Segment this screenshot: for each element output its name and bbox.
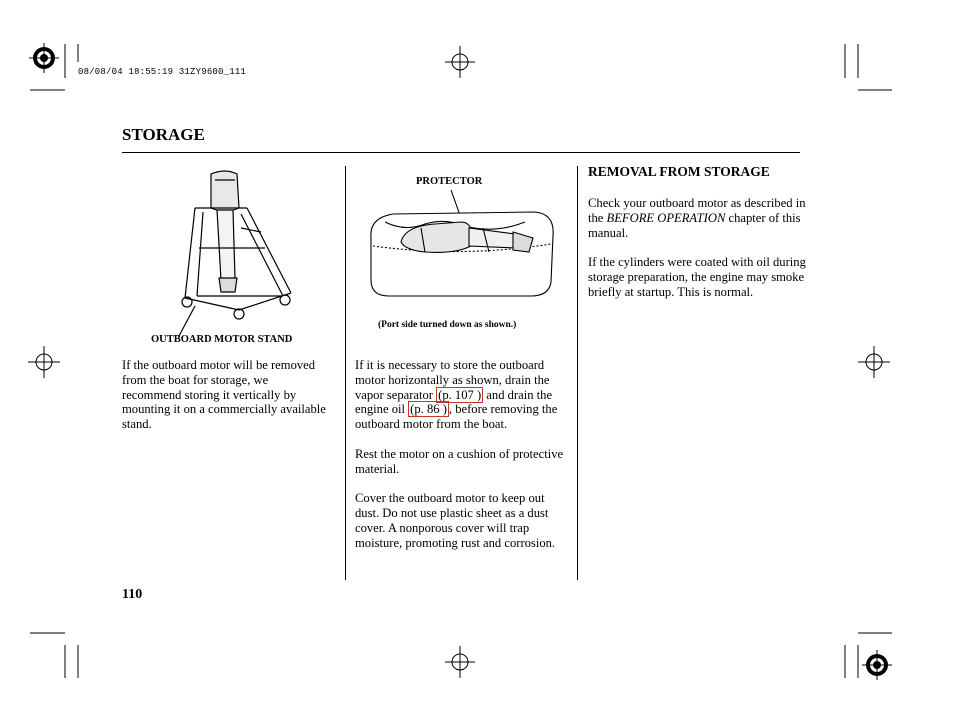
star-target-top-left: [29, 43, 59, 73]
title-rule: [122, 152, 800, 153]
column-2-text: [355, 358, 569, 565]
page-107-link[interactable]: (p. 107 ): [438, 387, 482, 402]
protector-cushion-illustration: [365, 188, 560, 300]
page-title: STORAGE: [122, 125, 205, 144]
page-number: 110: [122, 587, 143, 602]
column-1-text: [122, 358, 327, 447]
registration-right: [858, 346, 890, 378]
column-2-paragraph-1: [355, 358, 569, 432]
stand-caption: OUTBOARD MOTOR STAND: [151, 334, 293, 345]
registration-left: [28, 346, 60, 378]
column-2-paragraph-3: Cover the outboard motor to keep out dust. Do not use plastic sheet as a dust cover. A nonporous cover will trap moisture, promoting rust and corrosion.: [355, 491, 556, 550]
column-2-paragraph-2: Rest the motor on a cushion of protective material.: [355, 446, 564, 476]
star-target-bottom-right: [862, 650, 892, 680]
print-slug: 08/08/04 18:55:19 31ZY9600_111: [78, 67, 247, 77]
registration-top: [445, 46, 475, 78]
protector-label: PROTECTOR: [416, 176, 483, 187]
removal-heading: REMOVAL FROM STORAGE: [588, 164, 770, 179]
column-3-text: [588, 196, 806, 314]
before-operation-emphasis: BEFORE OPERATION: [606, 210, 726, 225]
column-1-paragraph-1: If the outboard motor will be removed from the boat for storage, we recommend storing it vertically by mounting it on a commercially available stand.: [122, 358, 326, 432]
p1-text-a: If it is necessary to store the outboard motor horizontally as shown, drain the vapor separator: [355, 358, 550, 402]
p1-text-a: Check your outboard motor as described in the: [588, 196, 806, 225]
outboard-motor-stand-illustration: [175, 168, 300, 328]
page-86-link[interactable]: (p. 86 ): [410, 402, 447, 417]
column-3-paragraph-1: [588, 196, 806, 240]
column-3-paragraph-2: If the cylinders were coated with oil during storage preparation, the engine may smoke briefly at startup. This is normal.: [588, 255, 806, 299]
registration-bottom: [445, 646, 475, 678]
p1-text-c: , before removing the outboard motor from the boat.: [355, 402, 558, 432]
protector-caption: (Port side turned down as shown.): [378, 320, 517, 330]
column-divider-2: [577, 166, 578, 580]
p1-text-b: chapter of this manual.: [588, 210, 801, 240]
column-divider-1: [345, 166, 346, 580]
p1-text-b: and drain the engine oil: [355, 387, 553, 417]
